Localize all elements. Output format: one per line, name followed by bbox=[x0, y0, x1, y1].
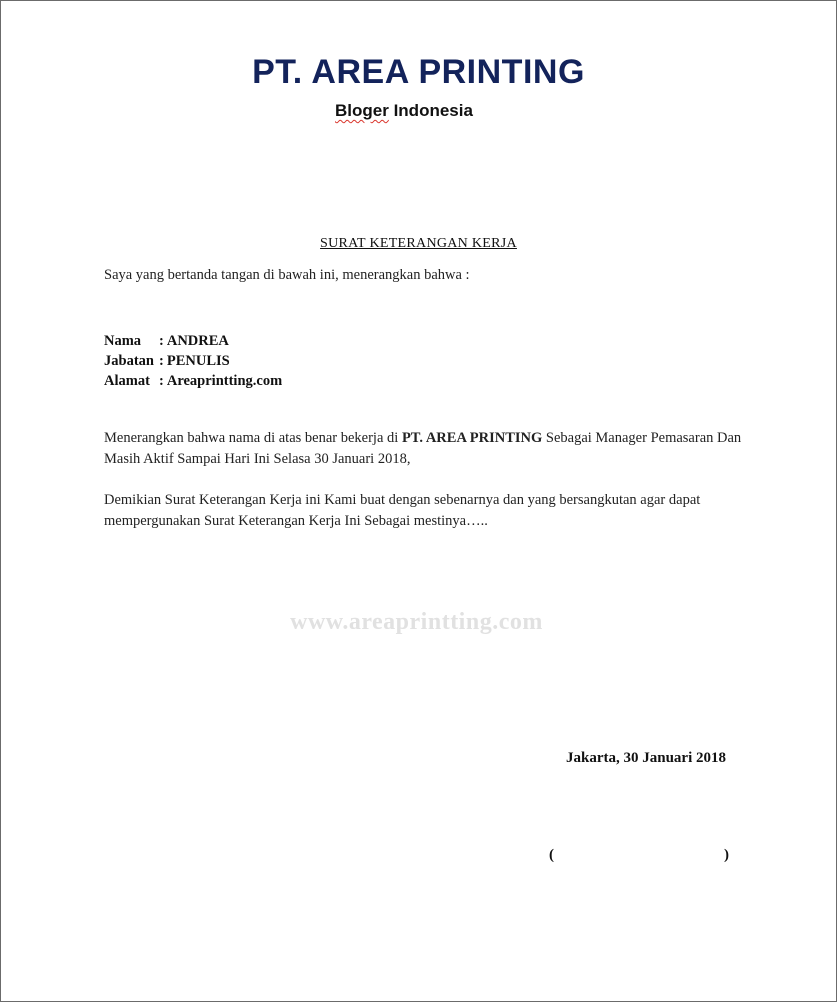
closing-paragraph: Demikian Surat Keterangan Kerja ini Kami buat dengan sebenarnya dan yang bersangkutan agar dapat mempergunakan Surat Keterangan Kerja Ini Sebagai mestinya….. bbox=[104, 492, 701, 529]
field-value: ANDREA bbox=[166, 333, 229, 349]
tagline-word-2: Indonesia bbox=[393, 101, 473, 120]
company-tagline bbox=[335, 101, 473, 121]
field-row-position: Jabatan : PENULIS bbox=[104, 353, 230, 369]
statement-company: PT. AREA PRINTING bbox=[401, 430, 543, 446]
statement-paragraph: Menerangkan bahwa nama di atas benar bekerja di PT. AREA PRINTING Sebagai Manager Pemasaran Dan Masih Aktif Sampai Hari Ini Selasa 30 Januari 2018, bbox=[104, 430, 742, 467]
place-date: Jakarta, 30 Januari 2018 bbox=[565, 750, 726, 766]
intro-paragraph: Saya yang bertanda tangan di bawah ini, menerangkan bahwa : bbox=[104, 267, 470, 283]
signature-close-paren: ) bbox=[724, 847, 729, 863]
employee-fields bbox=[104, 331, 282, 391]
tagline-word-1: Bloger bbox=[335, 101, 389, 120]
field-row-name: Nama : ANDREA bbox=[104, 333, 229, 349]
field-label: Alamat bbox=[104, 373, 150, 389]
signature-open-paren: ( bbox=[549, 847, 554, 863]
field-value: PENULIS bbox=[166, 353, 230, 369]
company-name: PT. AREA PRINTING bbox=[252, 53, 585, 91]
field-value: Areaprintting.com bbox=[166, 373, 283, 389]
watermark: www.areaprintting.com bbox=[290, 609, 543, 635]
field-label: Jabatan bbox=[104, 353, 154, 369]
field-label: Nama bbox=[104, 333, 142, 349]
signature-name-slot bbox=[549, 847, 729, 864]
field-row-address: Alamat : Areaprintting.com bbox=[104, 373, 283, 389]
letter-title: SURAT KETERANGAN KERJA bbox=[320, 236, 517, 251]
